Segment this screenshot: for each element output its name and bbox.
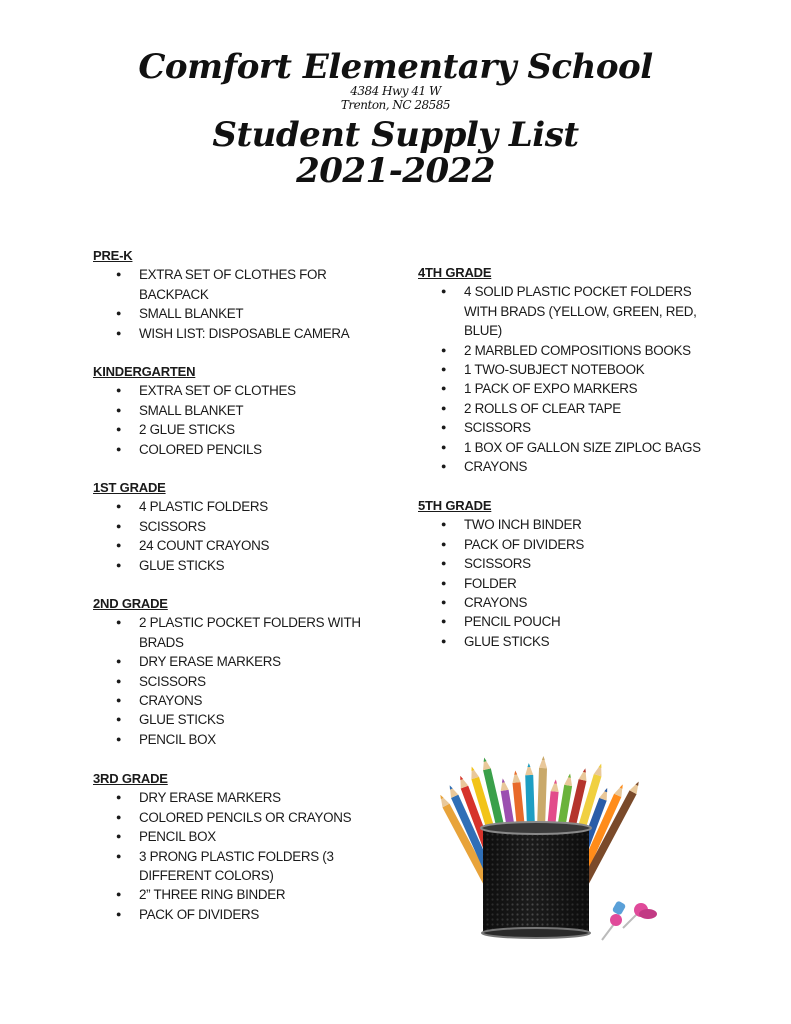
supply-item: ● CRAYONS [418,457,708,476]
supply-item: ● FOLDER [418,574,708,593]
supply-item: ● 1 BOX OF GALLON SIZE ZIPLOC BAGS [418,438,708,457]
supply-item: ● 2 ROLLS OF CLEAR TAPE [418,399,708,418]
supply-item: ● 3 PRONG PLASTIC FOLDERS (3 DIFFERENT COLORS) [93,847,393,886]
supply-item: ● PENCIL BOX [93,827,393,846]
section-heading: 1ST GRADE [93,480,166,495]
supply-item: ● GLUE STICKS [418,632,708,651]
section-heading: 4TH GRADE [418,265,492,280]
supply-item: ● COLORED PENCILS [93,440,393,459]
supply-item: ● SMALL BLANKET [93,304,393,323]
section-5th-grade [418,496,708,651]
supply-list [93,497,393,575]
supply-item: ● PENCIL POUCH [418,612,708,631]
supply-item: ● SCISSORS [93,672,393,691]
section-heading: 2ND GRADE [93,596,168,611]
section-kindergarten [93,362,393,459]
cup-rim [481,822,591,834]
section-prek [93,246,393,343]
supply-list [418,515,708,651]
supply-item: ● PACK OF DIVIDERS [418,535,708,554]
supply-item: ● PACK OF DIVIDERS [93,905,393,924]
supply-item: ● 24 COUNT CRAYONS [93,536,393,555]
section-3rd-grade [93,769,393,924]
section-heading: 5TH GRADE [418,498,492,513]
supply-item: ● TWO INCH BINDER [418,515,708,534]
supply-item: ● 2 PLASTIC POCKET FOLDERS WITH BRADS [93,613,393,652]
supply-item: ● 1 PACK OF EXPO MARKERS [418,379,708,398]
supply-item: ● COLORED PENCILS OR CRAYONS [93,808,393,827]
colored-pencils-cup-icon [440,692,670,952]
cup-base [482,928,590,938]
supply-item: ● 2 GLUE STICKS [93,420,393,439]
supply-item: ● SCISSORS [418,554,708,573]
supply-list [93,788,393,924]
supply-list [93,613,393,749]
address-line-2: Trenton, NC 28585 [340,98,451,112]
section-1st-grade [93,478,393,575]
supply-item: ● 4 PLASTIC FOLDERS [93,497,393,516]
school-name: Comfort Elementary School [138,47,653,87]
supply-item: ● DRY ERASE MARKERS [93,652,393,671]
supply-item: ● CRAYONS [93,691,393,710]
list-title: Student Supply List [212,115,579,155]
supply-item: ● PENCIL BOX [93,730,393,749]
supply-item: ● SCISSORS [93,517,393,536]
school-year: 2021-2022 [296,151,495,191]
supply-item: ● SMALL BLANKET [93,401,393,420]
push-pins-icon [602,900,657,940]
supply-item: ● 4 SOLID PLASTIC POCKET FOLDERS WITH BRADS (YELLOW, GREEN, RED, BLUE) [418,282,708,340]
supply-item: ● 1 TWO-SUBJECT NOTEBOOK [418,360,708,379]
supply-item: ● EXTRA SET OF CLOTHES FOR BACKPACK [93,265,393,304]
section-2nd-grade [93,594,393,749]
supply-list [93,265,393,343]
supply-list [418,282,708,476]
supply-item: ● DRY ERASE MARKERS [93,788,393,807]
section-heading: PRE-K [93,248,133,263]
supply-item: ● GLUE STICKS [93,710,393,729]
supply-item: ● GLUE STICKS [93,556,393,575]
supply-item: ● 2” THREE RING BINDER [93,885,393,904]
supply-item: ● EXTRA SET OF CLOTHES [93,381,393,400]
section-heading: KINDERGARTEN [93,364,196,379]
address-line-1: 4384 Hwy 41 W [350,84,441,98]
supply-item: ● WISH LIST: DISPOSABLE CAMERA [93,324,393,343]
supply-item: ● 2 MARBLED COMPOSITIONS BOOKS [418,341,708,360]
supply-list [93,381,393,459]
supply-item: ● CRAYONS [418,593,708,612]
supply-item: ● SCISSORS [418,418,708,437]
section-heading: 3RD GRADE [93,771,168,786]
section-4th-grade [418,263,708,476]
